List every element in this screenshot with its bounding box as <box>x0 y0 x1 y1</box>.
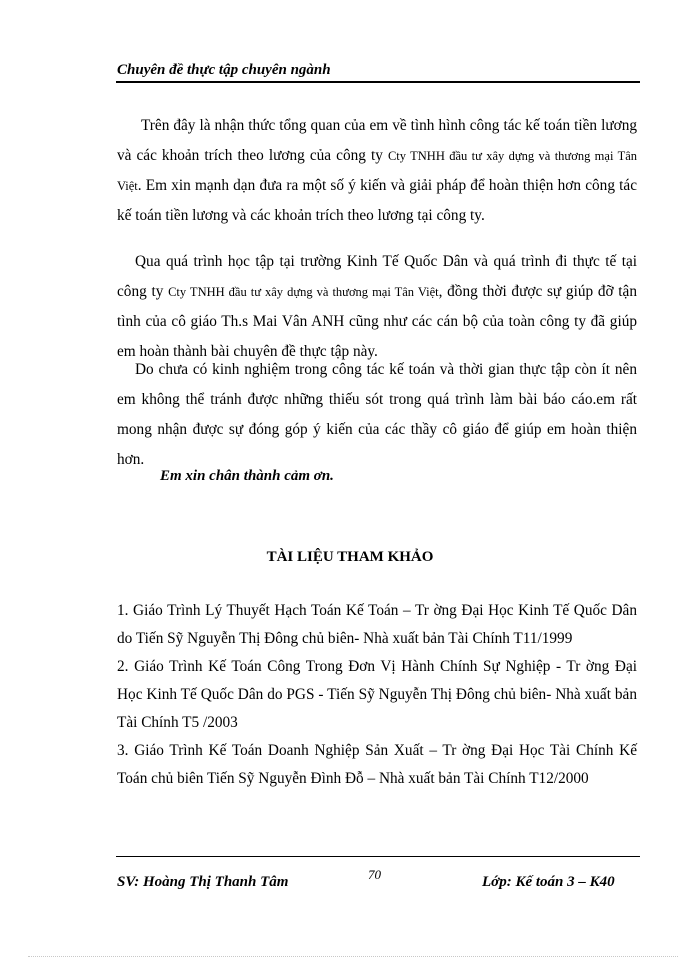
footer-divider <box>116 856 640 857</box>
reference-item: 3. Giáo Trình Kế Toán Doanh Nghiệp Sản Xuất – Tr ờng Đại Học Tài Chính Kế Toán chủ biên Tiến Sỹ Nguyễn Đình Đỗ – Nhà xuất bản Tài Chính T12/2000 <box>117 742 637 787</box>
header-divider <box>116 81 640 83</box>
paragraph-acknowledgement-text-a: Qua quá trình học tập tại trường Kinh Tế Quốc Dân và quá trình đi thực tế tại công ty <box>117 253 637 300</box>
paragraph-summary-text-b: . Em xin mạnh dạn đưa ra một số ý kiến và giải pháp để hoàn thiện hơn công tác kế toán tiền lương và các khoản trích theo lương tại công ty. <box>117 177 637 224</box>
reference-item: 1. Giáo Trình Lý Thuyết Hạch Toán Kế Toán – Tr ờng Đại Học Kinh Tế Quốc Dân do Tiến Sỹ Nguyễn Thị Đông chủ biên- Nhà xuất bản Tài Chính T11/1999 <box>117 602 637 647</box>
company-name: Cty TNHH đầu tư xây dựng và thương mại Tân Việt <box>168 285 439 299</box>
references-heading: TÀI LIỆU THAM KHẢO <box>266 549 434 565</box>
paragraph-acknowledgement-text-b: , đồng thời được sự giúp đỡ tận tình của cô giáo Th.s Mai Vân ANH cũng như các cán bộ của toàn công ty đã giúp em hoàn thành bài chuyên đề thực tập này. <box>117 283 637 360</box>
company-name: Cty TNHH đầu tư xây dựng và thương mại Tân Việt <box>117 149 638 193</box>
thanks-line: Em xin chân thành cảm ơn. <box>160 468 334 484</box>
page-number: 70 <box>368 867 381 882</box>
footer-student-name: SV: Hoàng Thị Thanh Tâm <box>117 874 289 890</box>
page-edge-divider <box>28 956 678 957</box>
paragraph-acknowledgement <box>117 247 637 367</box>
reference-item: 2. Giáo Trình Kế Toán Công Trong Đơn Vị Hành Chính Sự Nghiệp - Tr ờng Đại Học Kinh Tế Quốc Dân do PGS - Tiến Sỹ Nguyễn Thị Đông chủ biên- Nhà xuất bản Tài Chính T5 /2003 <box>117 658 637 731</box>
paragraph-apology: Do chưa có kinh nghiệm trong công tác kế toán và thời gian thực tập còn ít nên em không thể tránh được những thiếu sót trong quá trình làm bài báo cáo.em rất mong nhận được sự đóng góp ý kiến của các thầy cô giáo để giúp em hoàn thiện hơn. <box>117 361 637 468</box>
paragraph-summary-text-a: Trên đây là nhận thức tổng quan của em về tình hình công tác kế toán tiền lương và các khoản trích theo lương của công ty <box>117 117 637 164</box>
header-title: Chuyên đề thực tập chuyên ngành <box>117 62 331 78</box>
footer-class: Lớp: Kế toán 3 – K40 <box>482 874 615 890</box>
paragraph-summary <box>117 111 637 231</box>
references-list <box>117 597 637 793</box>
